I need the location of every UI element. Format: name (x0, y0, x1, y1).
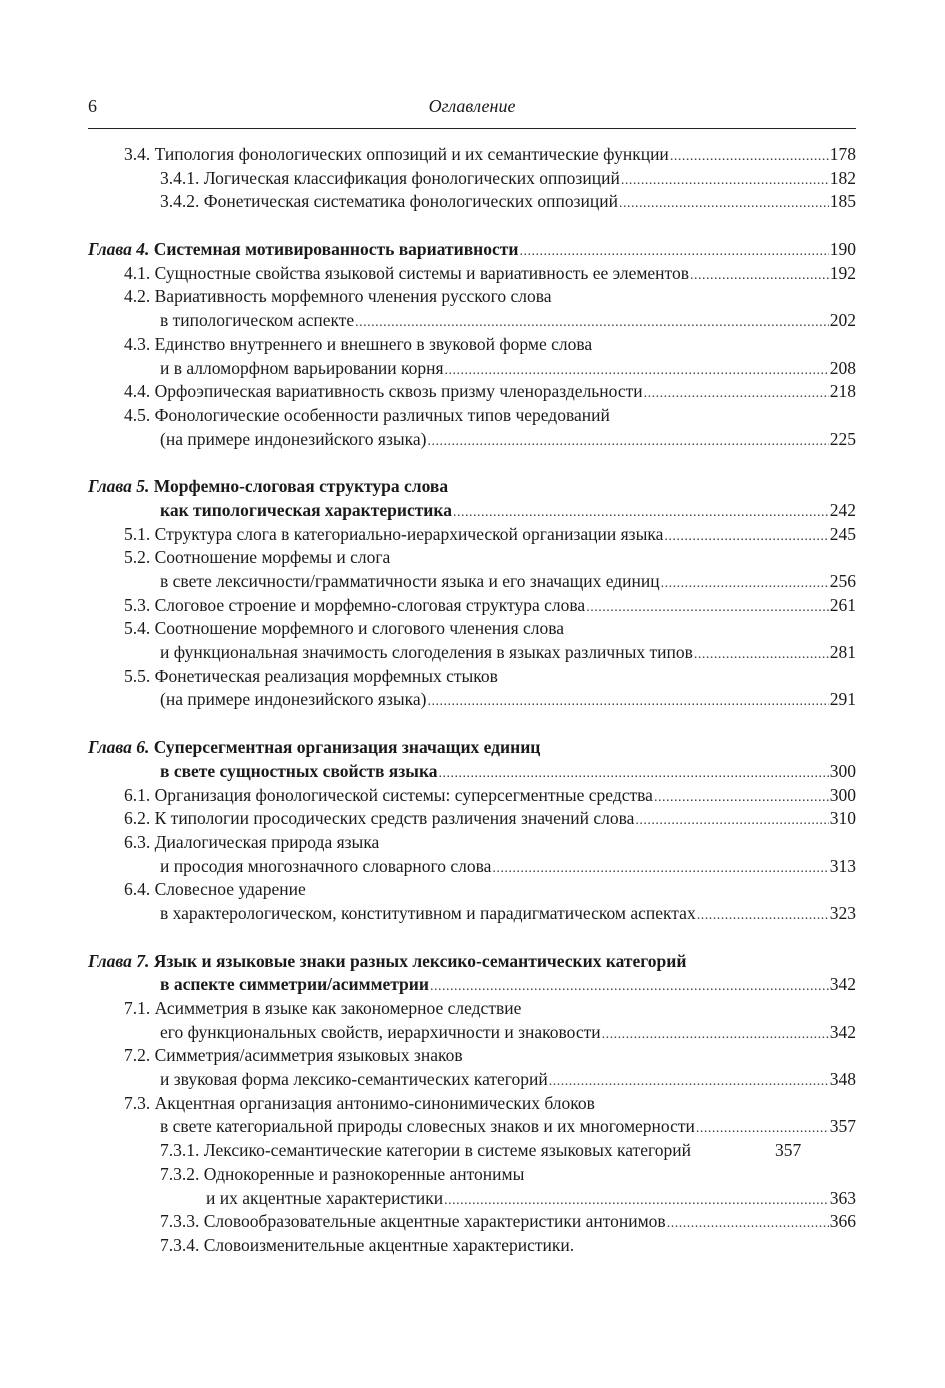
toc-entry[interactable] (88, 1234, 856, 1258)
toc-page-number: 182 (829, 167, 856, 188)
toc-page-number: 178 (829, 144, 856, 164)
chapter-title: Суперсегментная организация значащих единиц (153, 737, 541, 758)
toc-leader-dots (427, 690, 828, 714)
toc-entry[interactable] (88, 1210, 856, 1234)
toc-entry[interactable] (88, 262, 856, 286)
toc-leader-dots (453, 501, 829, 525)
toc-page-number: 192 (829, 262, 856, 283)
toc-entry-title-cont: в свете лексичности/грамматичности языка и его значащих единиц (160, 571, 660, 591)
toc-entry-line1[interactable] (88, 285, 856, 309)
table-of-contents (88, 143, 856, 1258)
toc-entry-title: 3.4.2. Фонетическая систематика фонологических оппозиций (160, 191, 619, 212)
toc-entry-title: 4.3. Единство внутреннего и внешнего в звуковой форме слова (124, 333, 593, 354)
toc-entry-title: 3.4.1. Логическая классификация фонологических оппозиций (160, 167, 620, 188)
toc-chapter-entry[interactable] (88, 238, 856, 262)
toc-entry-line2[interactable] (88, 309, 856, 333)
toc-entry-line1[interactable] (88, 1044, 856, 1068)
toc-entry-title: 6.2. К типологии просодических средств различения значений слова (124, 808, 635, 829)
toc-entry-line1[interactable] (88, 546, 856, 570)
toc-leader-dots (670, 145, 829, 169)
toc-entry-line2[interactable] (88, 902, 856, 926)
toc-leader-dots (667, 1212, 829, 1236)
toc-entry-title: 7.3.1. Лексико-семантические категории в системе языковых категорий (160, 1140, 691, 1161)
toc-page-number: 185 (829, 191, 856, 212)
toc-leader-dots (694, 643, 829, 667)
toc-chapter-entry-line2[interactable] (88, 760, 856, 784)
toc-entry-title-cont: (на примере индонезийского языка) (160, 689, 427, 710)
toc-page-number: 310 (829, 808, 856, 829)
toc-entry-title: 7.3. Акцентная организация антонимо-синонимических блоков (124, 1092, 595, 1113)
toc-leader-dots (430, 975, 829, 999)
toc-chapter-4 (88, 238, 856, 451)
toc-leader-dots (635, 809, 828, 833)
toc-entry-line2[interactable] (88, 641, 856, 665)
toc-block-3-4 (88, 143, 856, 214)
toc-entry-line2[interactable] (88, 1115, 856, 1139)
toc-entry-line2[interactable] (88, 688, 856, 712)
toc-leader-dots (444, 1189, 829, 1213)
toc-entry-title: 5.4. Соотношение морфемного и слогового членения слова (124, 618, 565, 639)
toc-entry[interactable] (88, 784, 856, 808)
toc-entry-line1[interactable] (88, 333, 856, 357)
toc-entry-line1[interactable] (88, 665, 856, 689)
toc-entry-title: 7.3.2. Однокоренные и разнокоренные антонимы (160, 1163, 525, 1184)
chapter-label: Глава 6. (88, 737, 150, 758)
toc-leader-dots (492, 857, 828, 881)
toc-entry-title: 7.2. Симметрия/асимметрия языковых знаков (124, 1045, 463, 1066)
toc-chapter-5 (88, 475, 856, 712)
toc-page-number: 357 (774, 1140, 802, 1161)
toc-page-number: 291 (829, 689, 856, 710)
toc-page-number: 202 (829, 310, 856, 331)
toc-page-number: 342 (829, 1021, 856, 1042)
toc-page-number: 342 (829, 974, 856, 995)
toc-page-number: 281 (829, 642, 856, 663)
toc-page-number: 218 (829, 381, 856, 402)
toc-chapter-entry-line1[interactable] (88, 475, 856, 499)
toc-entry-title-cont: его функциональных свойств, иерархичности и знаковости (160, 1021, 601, 1042)
toc-page-number: 300 (829, 760, 856, 781)
toc-entry[interactable] (88, 167, 856, 191)
running-header (88, 94, 856, 129)
toc-page-number: 225 (829, 428, 856, 449)
toc-leader-dots (696, 1117, 829, 1141)
toc-entry-title: 4.4. Орфоэпическая вариативность сквозь призму членораздельности (124, 381, 643, 402)
chapter-title-cont: в свете сущностных свойств языка (160, 760, 438, 781)
toc-entry-title-cont: в типологическом аспекте (160, 310, 355, 331)
toc-entry-title: 7.1. Асимметрия в языке как закономерное следствие (124, 998, 522, 1018)
toc-page-number: 300 (829, 784, 856, 805)
toc-entry-title-cont: (на примере индонезийского языка) (160, 428, 427, 449)
toc-entry-line1[interactable] (88, 617, 856, 641)
toc-leader-dots (519, 240, 828, 264)
toc-leader-dots (355, 311, 829, 335)
toc-leader-dots (549, 1070, 829, 1094)
toc-page-number: 366 (829, 1211, 856, 1232)
toc-entry-title: 4.1. Сущностные свойства языковой системы и вариативность ее элементов (124, 262, 689, 283)
toc-leader-dots (661, 572, 829, 596)
toc-leader-dots (644, 382, 829, 406)
toc-entry-title: 6.1. Организация фонологической системы: суперсегментные средства (124, 784, 653, 805)
toc-chapter-entry-line1[interactable] (88, 736, 856, 760)
toc-entry-title: 7.3.4. Словоизменительные акцентные характеристики. (160, 1234, 575, 1255)
toc-leader-dots (654, 786, 829, 810)
toc-leader-dots (586, 596, 829, 620)
toc-page-number: 313 (829, 855, 856, 876)
toc-entry-line1[interactable] (88, 878, 856, 902)
toc-entry[interactable] (88, 1139, 856, 1163)
toc-entry-title-cont: и их акцентные характеристики (206, 1187, 444, 1208)
chapter-title-cont: как типологическая характеристика (160, 499, 452, 520)
toc-entry-line1[interactable] (88, 404, 856, 428)
toc-entry-line2[interactable] (88, 570, 856, 594)
toc-entry-title: 5.5. Фонетическая реализация морфемных стыков (124, 665, 498, 686)
toc-leader-dots (439, 762, 829, 786)
chapter-label: Глава 4. (88, 239, 150, 260)
toc-page-number: 348 (829, 1069, 856, 1090)
toc-entry-line1[interactable] (88, 997, 856, 1021)
toc-entry-title: 5.1. Структура слога в категориально-иерархической организации языка (124, 523, 664, 544)
page-number: 6 (88, 96, 97, 116)
chapter-label: Глава 5. (88, 476, 150, 497)
toc-entry[interactable] (88, 594, 856, 618)
chapter-title: Системная мотивированность вариативности (153, 239, 519, 260)
toc-entry-title-cont: и звуковая форма лексико-семантических категорий (160, 1069, 548, 1090)
toc-entry-title: 6.4. Словесное ударение (124, 879, 306, 900)
toc-entry[interactable] (88, 143, 856, 167)
toc-leader-dots (621, 169, 829, 193)
toc-entry[interactable] (88, 190, 856, 214)
toc-leader-dots (602, 1023, 829, 1047)
toc-leader-dots (619, 192, 829, 216)
toc-entry-title: 6.3. Диалогическая природа языка (124, 831, 380, 852)
toc-page-number: 245 (829, 523, 856, 544)
toc-entry-title: 3.4. Типология фонологических оппозиций и их семантические функции (124, 144, 669, 164)
toc-entry-title-cont: и в алломорфном варьировании корня (160, 357, 444, 378)
toc-chapter-entry-line1[interactable] (88, 950, 856, 974)
toc-page-number: 363 (829, 1187, 856, 1208)
toc-entry[interactable] (88, 523, 856, 547)
chapter-title: Морфемно-слоговая структура слова (153, 476, 449, 497)
toc-entry-line2[interactable] (88, 1021, 856, 1045)
toc-entry-title: 5.2. Соотношение морфемы и слога (124, 547, 391, 568)
toc-entry-line2[interactable] (88, 1068, 856, 1092)
toc-page-number: 256 (829, 571, 856, 591)
toc-entry-line1[interactable] (88, 1163, 856, 1187)
toc-entry-title-cont: в характерологическом, конститутивном и парадигматическом аспектах (160, 902, 696, 923)
toc-entry-title: 4.5. Фонологические особенности различных типов чередований (124, 404, 610, 425)
toc-entry-title: 4.2. Вариативность морфемного членения русского слова (124, 286, 552, 307)
toc-entry-line1[interactable] (88, 1092, 856, 1116)
chapter-title-cont: в аспекте симметрии/асимметрии (160, 974, 429, 995)
toc-chapter-6 (88, 736, 856, 926)
toc-leader-dots (664, 525, 828, 549)
toc-leader-dots (445, 359, 829, 383)
toc-entry[interactable] (88, 807, 856, 831)
toc-chapter-entry-line2[interactable] (88, 973, 856, 997)
toc-page-number: 323 (829, 902, 856, 923)
toc-entry-title: 7.3.3. Словообразовательные акцентные характеристики антонимов (160, 1211, 666, 1232)
toc-entry-title: 5.3. Слоговое строение и морфемно-слоговая структура слова (124, 594, 586, 615)
toc-entry-title-cont: и функциональная значимость слогоделения в языках различных типов (160, 642, 693, 663)
toc-entry-line2[interactable] (88, 357, 856, 381)
toc-entry[interactable] (88, 380, 856, 404)
toc-leader-dots (690, 264, 829, 288)
toc-leader-dots (427, 430, 828, 454)
running-title: Оглавление (428, 96, 516, 116)
toc-entry-line2[interactable] (88, 428, 856, 452)
toc-entry-title-cont: в свете категориальной природы словесных знаков и их многомерности (160, 1116, 695, 1137)
toc-leader-dots (697, 904, 829, 928)
toc-entry-title-cont: и просодия многозначного словарного слова (160, 855, 492, 876)
toc-page-number: 208 (829, 357, 856, 378)
chapter-title: Язык и языковые знаки разных лексико-семантических категорий (153, 950, 687, 971)
toc-page-number: 242 (829, 499, 856, 520)
toc-entry-line1[interactable] (88, 831, 856, 855)
toc-page-number: 261 (829, 594, 856, 615)
toc-page-number: 357 (829, 1116, 856, 1137)
toc-page-number: 190 (829, 239, 856, 260)
toc-entry-line2[interactable] (88, 1187, 856, 1211)
toc-entry-line2[interactable] (88, 855, 856, 879)
toc-chapter-entry-line2[interactable] (88, 499, 856, 523)
toc-chapter-7 (88, 950, 856, 1258)
chapter-label: Глава 7. (88, 950, 150, 971)
